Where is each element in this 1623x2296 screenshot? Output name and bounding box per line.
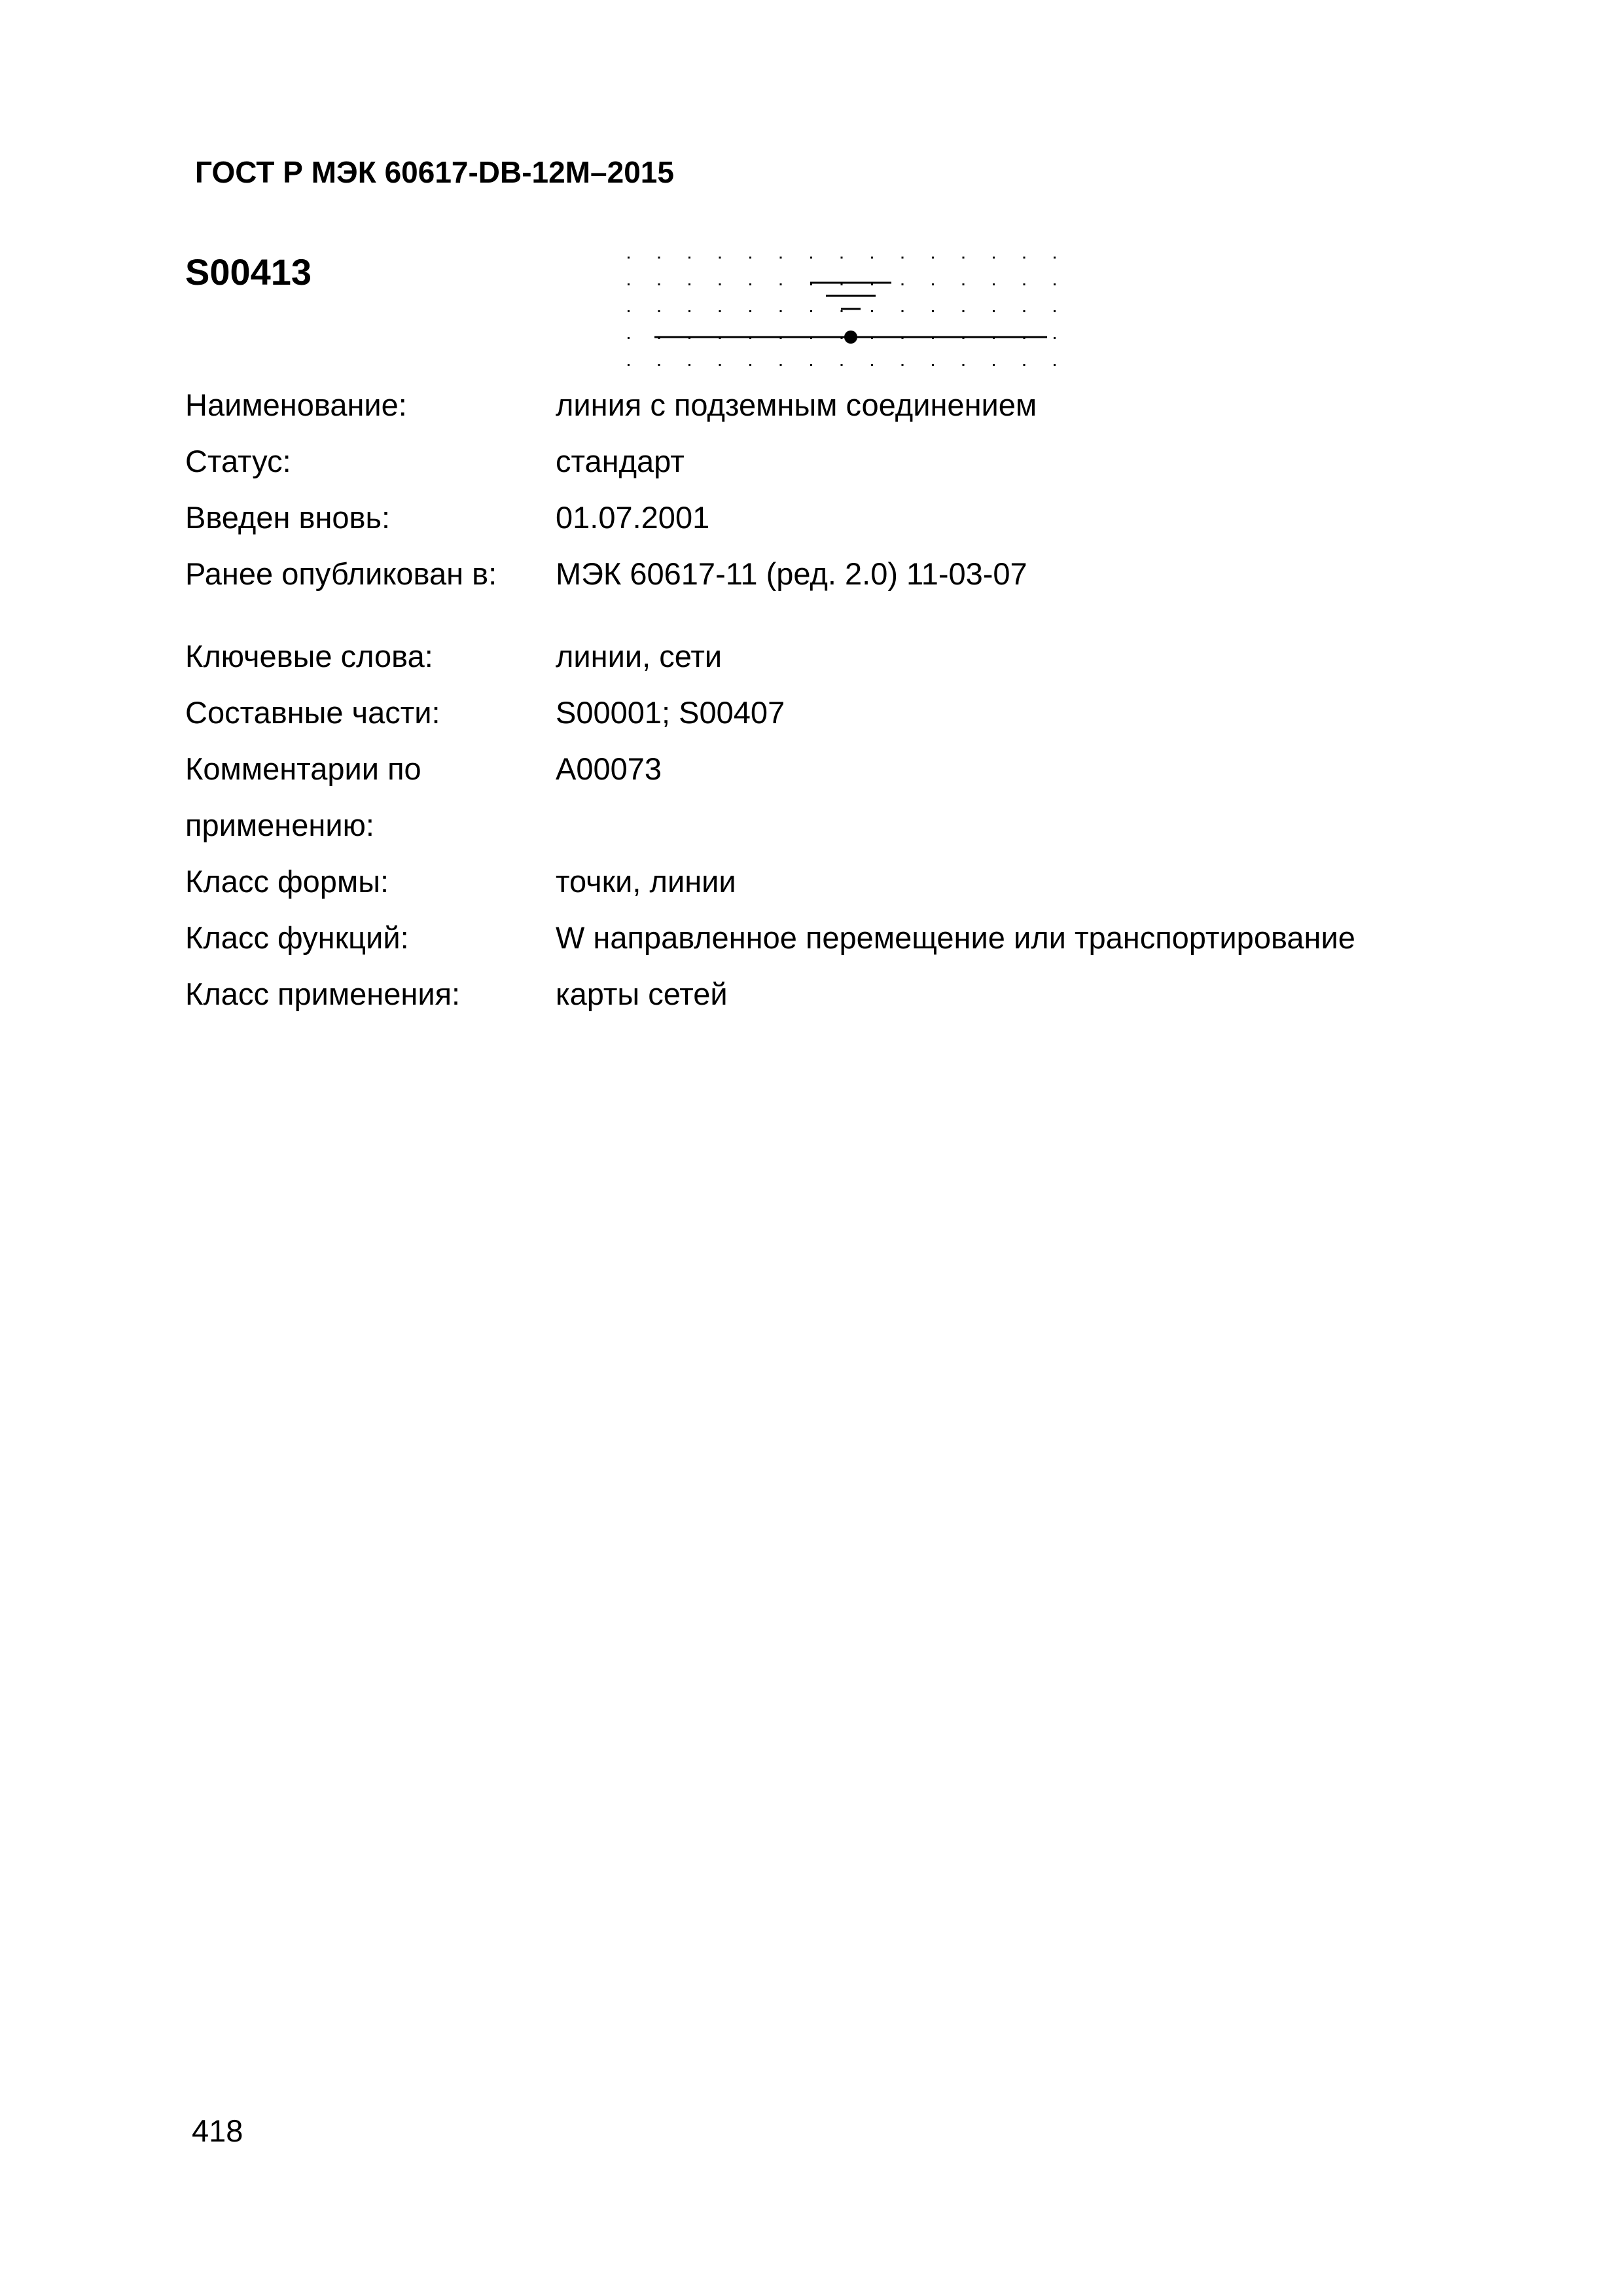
grid-dot xyxy=(719,310,721,312)
grid-dot xyxy=(871,257,873,259)
detail-value: карты сетей xyxy=(556,977,728,1011)
detail-value: A00073 xyxy=(556,751,662,786)
grid-dot xyxy=(749,283,751,285)
field-value: 01.07.2001 xyxy=(556,500,710,535)
grid-dot xyxy=(749,364,751,366)
detail-label: Класс формы: xyxy=(185,864,389,899)
grid-dot xyxy=(841,257,843,259)
symbol-drawing xyxy=(622,243,1080,374)
document-header: ГОСТ Р МЭК 60617-DB-12M–2015 xyxy=(195,155,674,189)
field-label: Наименование: xyxy=(185,387,407,422)
symbol-code: S00413 xyxy=(185,251,312,293)
grid-dot xyxy=(749,257,751,259)
grid-dot xyxy=(993,283,995,285)
grid-dot xyxy=(810,257,812,259)
field-value: МЭК 60617-11 (ред. 2.0) 11-03-07 xyxy=(556,556,1027,591)
grid-dot xyxy=(810,364,812,366)
detail-value: W направленное перемещение или транспортирование xyxy=(556,920,1355,955)
detail-label: Класс применения: xyxy=(185,977,461,1011)
grid-dot xyxy=(932,257,934,259)
grid-dot xyxy=(719,364,721,366)
detail-label: Комментарии по xyxy=(185,751,421,786)
grid-dot xyxy=(841,310,843,312)
grid-dot xyxy=(963,283,965,285)
field-label: Статус: xyxy=(185,444,291,478)
grid-dot xyxy=(871,310,873,312)
grid-dot xyxy=(902,257,904,259)
detail-label: применению: xyxy=(185,808,374,842)
grid-dot xyxy=(1054,310,1056,312)
grid-dot xyxy=(688,257,690,259)
grid-dot xyxy=(658,283,660,285)
grid-dot xyxy=(963,364,965,366)
grid-dot xyxy=(810,310,812,312)
grid-dot xyxy=(841,364,843,366)
field-value: стандарт xyxy=(556,444,685,478)
detail-label: Ключевые слова: xyxy=(185,639,433,673)
grid-dot xyxy=(932,283,934,285)
field-value: линия с подземным соединением xyxy=(556,387,1037,422)
grid-dot xyxy=(1024,310,1026,312)
page-number: 418 xyxy=(192,2113,243,2148)
connection-dot xyxy=(844,331,857,344)
grid-dot xyxy=(780,283,782,285)
grid-dot xyxy=(993,257,995,259)
grid-dot xyxy=(780,257,782,259)
grid-dot xyxy=(1054,283,1056,285)
grid-dot xyxy=(932,310,934,312)
grid-dot xyxy=(628,310,630,312)
grid-dot xyxy=(1054,257,1056,259)
grid-dot xyxy=(1024,364,1026,366)
detail-label: Составные части: xyxy=(185,695,440,730)
grid-dot xyxy=(963,310,965,312)
grid-dot xyxy=(719,283,721,285)
grid-dot xyxy=(1024,283,1026,285)
detail-value: S00001; S00407 xyxy=(556,695,785,730)
grid-dot xyxy=(993,364,995,366)
grid-dot xyxy=(658,257,660,259)
grid-dot xyxy=(749,310,751,312)
grid-dot xyxy=(658,310,660,312)
grid-dot xyxy=(1024,257,1026,259)
grid-dot xyxy=(902,364,904,366)
grid-dot xyxy=(963,257,965,259)
grid-dot xyxy=(628,364,630,366)
grid-dot xyxy=(688,283,690,285)
grid-dot xyxy=(1054,337,1056,339)
grid-dot xyxy=(871,364,873,366)
grid-dot xyxy=(628,257,630,259)
grid-dot xyxy=(1054,364,1056,366)
grid-dot xyxy=(993,310,995,312)
grid-dot xyxy=(688,364,690,366)
grid-dot xyxy=(780,364,782,366)
grid-dot xyxy=(658,364,660,366)
detail-value: точки, линии xyxy=(556,864,736,899)
dot-grid xyxy=(628,257,1056,366)
detail-label: Класс функций: xyxy=(185,920,409,955)
grid-dot xyxy=(932,364,934,366)
grid-dot xyxy=(902,283,904,285)
grid-dot xyxy=(902,310,904,312)
grid-dot xyxy=(628,283,630,285)
field-label: Введен вновь: xyxy=(185,500,391,535)
grid-dot xyxy=(688,310,690,312)
detail-value: линии, сети xyxy=(556,639,722,673)
grid-dot xyxy=(780,310,782,312)
field-label: Ранее опубликован в: xyxy=(185,556,497,591)
grid-dot xyxy=(628,337,630,339)
grid-dot xyxy=(719,257,721,259)
